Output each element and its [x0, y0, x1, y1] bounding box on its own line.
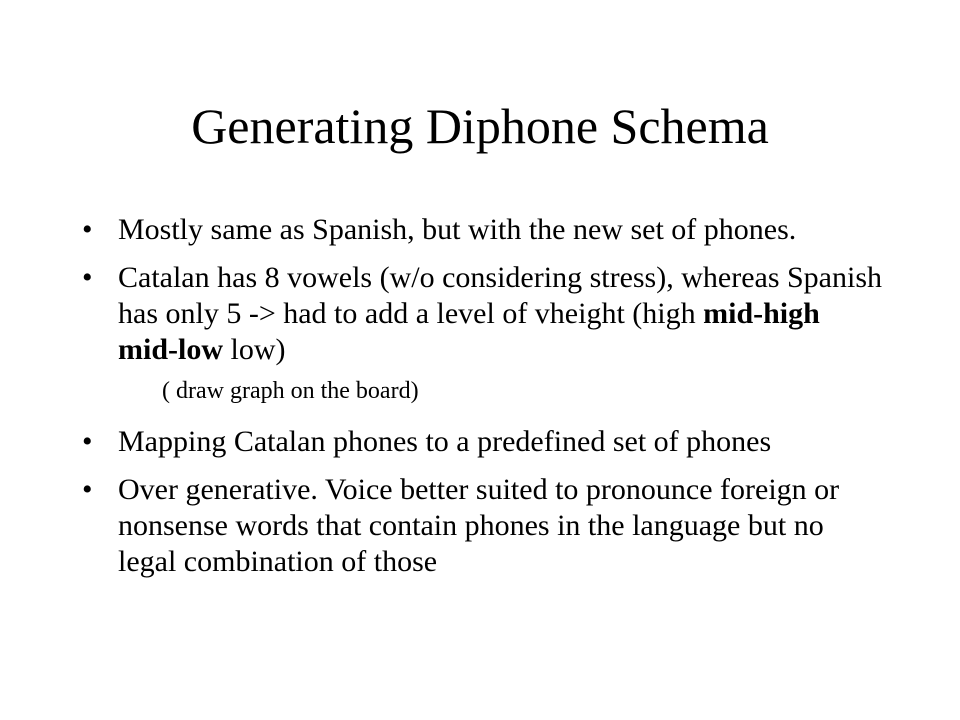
bullet-item-2 — [82, 260, 882, 368]
bullet-marker: • — [82, 213, 93, 246]
bullet-item-1 — [82, 212, 882, 248]
bullet-marker: • — [82, 261, 93, 294]
bullet-text-before: Catalan has 8 vowels (w/o considering stress), whereas Spanish has only 5 -> had to add a level of vheight (high — [118, 261, 883, 330]
bullet-marker: • — [82, 425, 93, 458]
bullet-marker: • — [82, 473, 93, 506]
bullet-text: Over generative. Voice better suited to pronounce foreign or nonsense words that contain phones in the language but no legal combination of those — [118, 473, 840, 578]
bullet-item-3 — [82, 424, 882, 460]
bullet-text: Mapping Catalan phones to a predefined set of phones — [118, 425, 772, 458]
slide-title: Generating Diphone Schema — [191, 98, 769, 154]
sub-note: ( draw graph on the board) — [162, 378, 419, 404]
bullet-list — [82, 212, 882, 592]
bullet-text: Mostly same as Spanish, but with the new set of phones. — [118, 213, 797, 246]
bullet-item-4 — [82, 472, 882, 580]
bullet-bold-mid-high: mid-high — [703, 297, 820, 330]
bullet-bold-mid-low: mid-low — [118, 333, 223, 366]
bullet-text-after: low) — [223, 333, 286, 366]
